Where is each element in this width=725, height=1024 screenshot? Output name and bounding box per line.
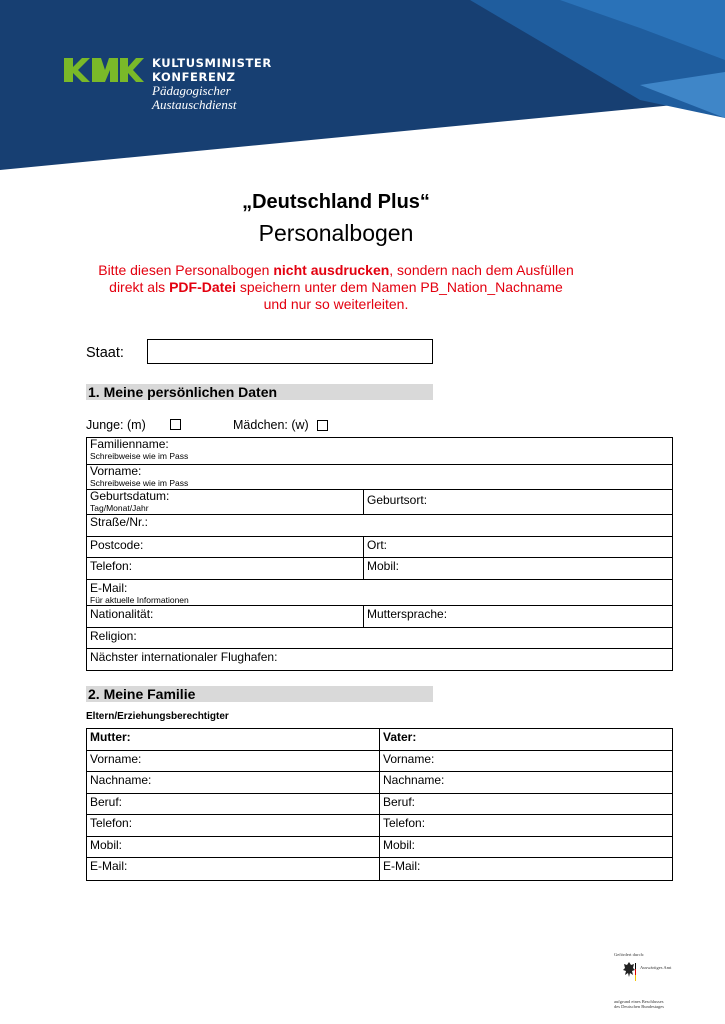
muttersprache-field[interactable]: Muttersprache: [364,606,673,628]
ort-field[interactable]: Ort: [364,537,673,558]
section-1-heading: 1. Meine persönlichen Daten [86,384,433,400]
family-table [86,728,673,881]
footer-ministry: Auswärtiges Amt [640,965,672,970]
vater-telefon-field[interactable]: Telefon: [380,815,673,837]
form-title: Personalbogen [258,220,414,246]
vater-vorname-field[interactable]: Vorname: [380,751,673,772]
mutter-beruf-field[interactable]: Beruf: [87,794,380,815]
mobil-field[interactable]: Mobil: [364,558,673,580]
flughafen-field[interactable]: Nächster internationaler Flughafen: [87,649,673,671]
mutter-mobil-field[interactable]: Mobil: [87,837,380,858]
logo-line-4: Austauschdienst [152,97,237,112]
mutter-header: Mutter: [87,729,380,751]
mutter-telefon-field[interactable]: Telefon: [87,815,380,837]
footer-funded-by: Gefördert durch: [614,952,645,957]
logo-line-3: Pädagogischer [152,83,231,98]
vater-beruf-field[interactable]: Beruf: [380,794,673,815]
program-title: „Deutschland Plus“ [242,191,430,213]
geburtsort-field[interactable]: Geburtsort: [364,490,673,515]
maedchen-checkbox[interactable] [317,420,328,431]
postcode-field[interactable]: Postcode: [87,537,364,558]
header-banner [0,0,725,175]
nationalitaet-field[interactable]: Nationalität: [87,606,364,628]
parents-subtitle: Eltern/Erziehungsberechtigter [86,711,229,722]
geburtsdatum-field[interactable]: Geburtsdatum: Tag/Monat/Jahr [87,490,364,515]
logo-text [152,56,272,112]
notice-text: Bitte diesen Personalbogen nicht ausdrucken, sondern nach dem Ausfüllen direkt als PDF-Datei speichern unter dem Namen PB_Nation_Nachname und nur so weiterleiten. [98,262,574,312]
junge-label: Junge: (m) [86,418,146,432]
vater-nachname-field[interactable]: Nachname: [380,772,673,794]
personal-data-table [86,437,673,671]
federal-eagle-icon [622,961,636,981]
vorname-field[interactable]: Vorname: Schreibweise wie im Pass [87,465,673,490]
mutter-nachname-field[interactable]: Nachname: [87,772,380,794]
section-2-heading: 2. Meine Familie [86,686,433,702]
staat-label: Staat: [86,345,124,361]
logo-line-2: KONFERENZ [152,70,236,84]
strasse-field[interactable]: Straße/Nr.: [87,515,673,537]
footer-line-3: aufgrund eines Beschlusses [614,999,664,1004]
vater-email-field[interactable]: E-Mail: [380,858,673,881]
junge-checkbox[interactable] [170,419,181,430]
telefon-field[interactable]: Telefon: [87,558,364,580]
kmk-logo-icon [64,58,144,82]
footer-line-4: des Deutschen Bundestages [614,1004,664,1009]
religion-field[interactable]: Religion: [87,628,673,649]
vater-header: Vater: [380,729,673,751]
staat-field[interactable] [147,339,433,364]
email-field[interactable]: E-Mail: Für aktuelle Informationen [87,580,673,606]
maedchen-label: Mädchen: (w) [233,418,309,432]
mutter-vorname-field[interactable]: Vorname: [87,751,380,772]
familienname-field[interactable]: Familienname: Schreibweise wie im Pass [87,438,673,465]
mutter-email-field[interactable]: E-Mail: [87,858,380,881]
logo-line-1: KULTUSMINISTER [152,56,272,70]
vater-mobil-field[interactable]: Mobil: [380,837,673,858]
